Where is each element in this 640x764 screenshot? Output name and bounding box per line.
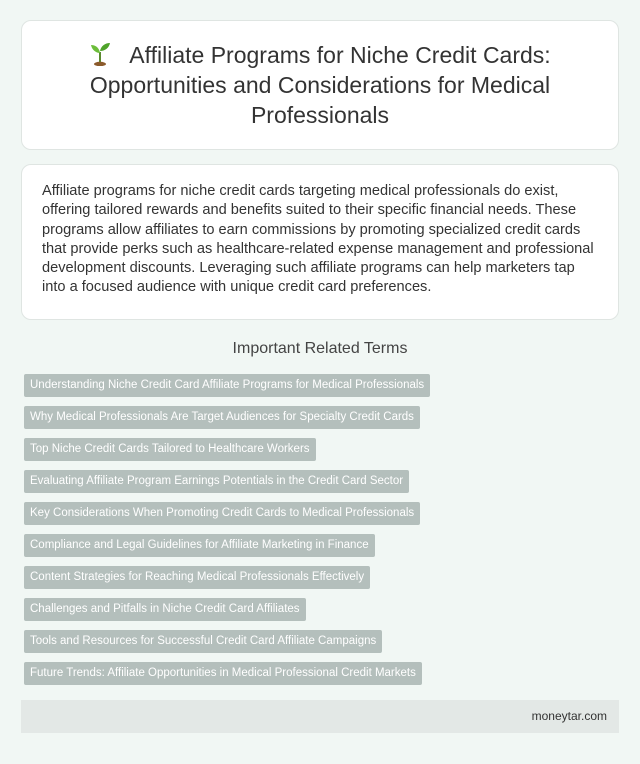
related-term-tag[interactable]: Understanding Niche Credit Card Affiliate Programs for Medical Professionals (24, 374, 430, 397)
related-term-tag[interactable]: Compliance and Legal Guidelines for Affiliate Marketing in Finance (24, 534, 375, 557)
related-term-tag[interactable]: Future Trends: Affiliate Opportunities in Medical Professional Credit Markets (24, 662, 422, 685)
page-title-text: Affiliate Programs for Niche Credit Cards: Opportunities and Considerations for Medical Professionals (89, 42, 551, 128)
related-term-tag[interactable]: Evaluating Affiliate Program Earnings Potentials in the Credit Card Sector (24, 470, 409, 493)
footer-bar (21, 700, 619, 733)
related-term-tag[interactable]: Top Niche Credit Cards Tailored to Healthcare Workers (24, 438, 316, 461)
footer-site-link[interactable]: moneytar.com (531, 709, 607, 723)
summary-card (21, 164, 619, 320)
related-term-tag[interactable]: Content Strategies for Reaching Medical Professionals Effectively (24, 566, 370, 589)
related-terms-heading: Important Related Terms (232, 340, 408, 357)
summary-text: Affiliate programs for niche credit cards targeting medical professionals do exist, offering tailored rewards and benefits suited to their specific financial needs. These programs allow affiliates to earn commissions by promoting specialized credit cards that provide perks such as healthcare-related expense management and professional development discounts. Leveraging such affiliate programs can help marketers tap into a focused audience with unique credit card preferences. (42, 183, 594, 296)
related-term-tag[interactable]: Tools and Resources for Successful Credit Card Affiliate Campaigns (24, 630, 382, 653)
page-title (62, 40, 578, 130)
related-term-tag[interactable]: Challenges and Pitfalls in Niche Credit Card Affiliates (24, 598, 306, 621)
sprout-icon (89, 40, 111, 66)
related-term-tag[interactable]: Why Medical Professionals Are Target Audiences for Specialty Credit Cards (24, 406, 420, 429)
related-term-tag[interactable]: Key Considerations When Promoting Credit Cards to Medical Professionals (24, 502, 420, 525)
title-card (21, 20, 619, 150)
related-terms-list (24, 374, 616, 694)
